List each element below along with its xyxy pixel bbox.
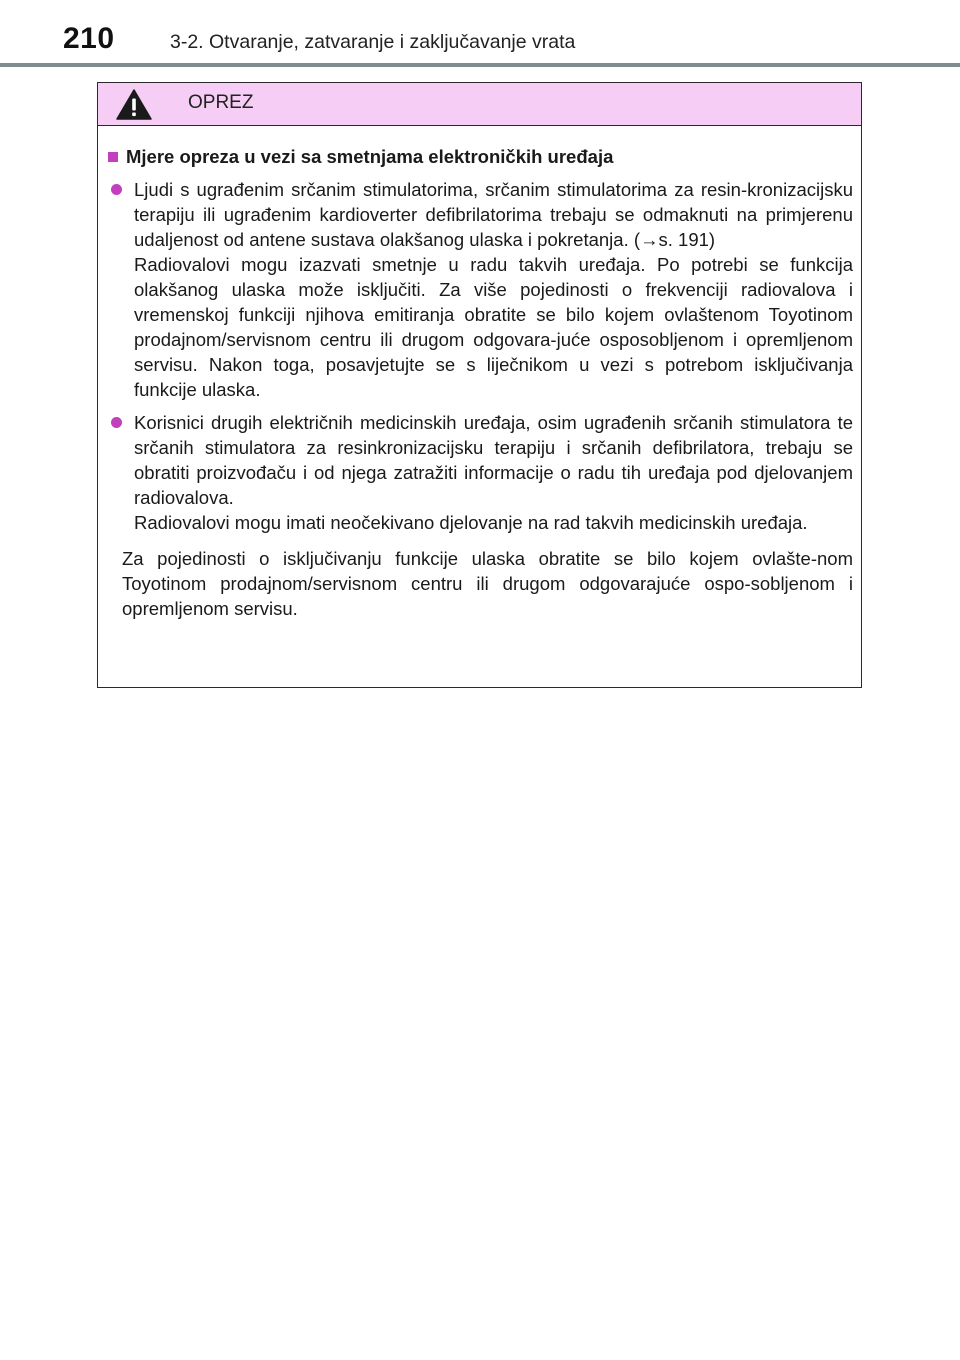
caution-box: [97, 82, 862, 688]
caution-header: [98, 83, 861, 126]
round-bullet-icon: [111, 417, 122, 428]
section-title: [108, 144, 853, 169]
bullet-item-1: [108, 177, 853, 402]
note-paragraph: Za pojedinosti o isključivanju funkcije ulaska obratite se bilo kojem ovlašte-nom Toyotinom prodajnom/servisnom centru ili drugom odgovarajuće ospo-sobljenom i opremljenom servisu.: [122, 548, 853, 619]
caution-label: OPREZ: [188, 92, 254, 113]
bullet-1-paragraph-2: Radiovalovi mogu izazvati smetnje u radu takvih uređaja. Po potrebi se funkcija olakšanog ulaska može isključiti. Za više pojedinosti o frekvenciji radiovalova i vremenskoj funkciji njihova emitiranja obratite se bilo kojem ovlaštenom Toyotinom prodajnom/servisnom centru ili drugom odgovara-juće osposobljenom i opremljenom servisu. Nakon toga, posavjetujte se s liječnikom u vezi s potrebom isključivanja funkcije ulaska.: [134, 254, 853, 400]
header-rule: [0, 63, 960, 67]
round-bullet-icon: [111, 184, 122, 195]
warning-triangle-icon: [116, 89, 152, 120]
square-bullet-icon: [108, 152, 118, 162]
bullet-1-paragraph-1: Ljudi s ugrađenim srčanim stimulatorima, srčanim stimulatorima za resin-kronizacijsku terapiju ili ugrađenim kardioverter defibrilatorima trebaju se odmaknuti na primjerenu udaljenost od antene sustava olakšanog ulaska i pokretanja. (→s. 191): [134, 179, 853, 250]
caution-body: [98, 126, 861, 621]
page-number: 210: [63, 22, 115, 55]
section-title-text: Mjere opreza u vezi sa smetnjama elektroničkih uređaja: [126, 146, 614, 167]
page-header: [0, 0, 960, 70]
chapter-title: 3-2. Otvaranje, zatvaranje i zaključavanje vrata: [170, 31, 576, 53]
bullet-item-2: [108, 410, 853, 535]
bullet-2-paragraph-2: Radiovalovi mogu imati neočekivano djelovanje na rad takvih medicinskih uređaja.: [134, 512, 808, 533]
bullet-2-paragraph-1: Korisnici drugih električnih medicinskih uređaja, osim ugrađenih srčanih stimulatora te srčanih stimulatora za resinkronizacijsku terapiju i srčanih defibrilatora, trebaju se obratiti proizvođaču i od njega zatražiti informacije o radu tih uređaja pod djelovanjem radiovalova.: [134, 412, 853, 508]
